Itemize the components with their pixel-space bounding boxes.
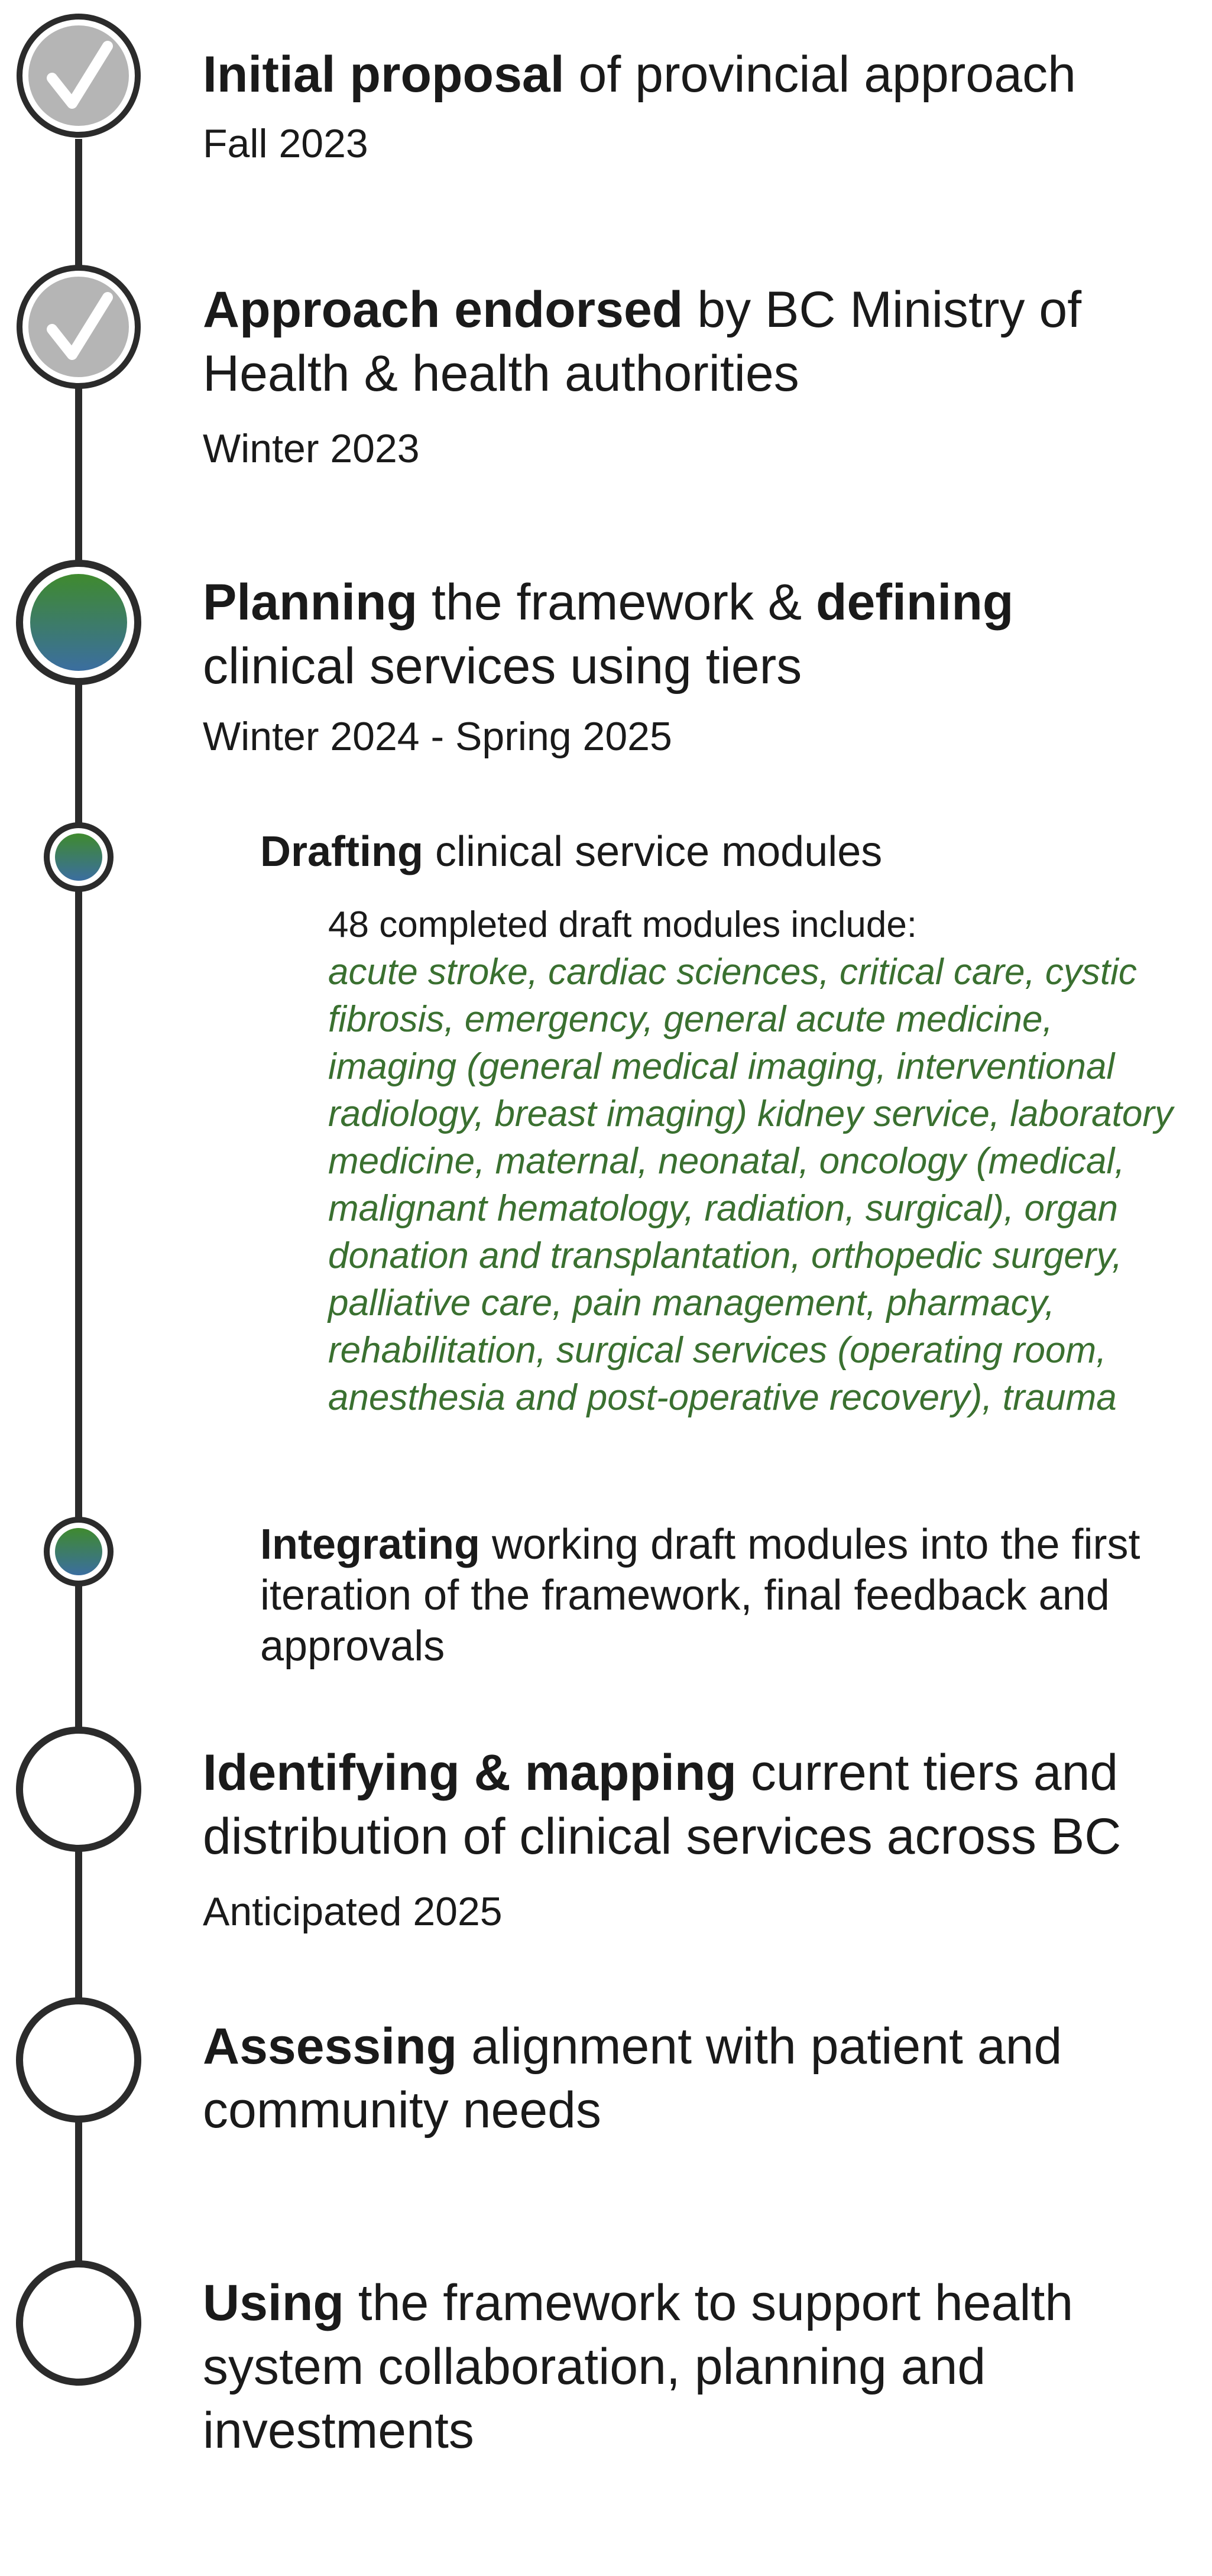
milestone-date: Anticipated 2025 bbox=[203, 1889, 503, 1934]
module-list bbox=[328, 901, 1179, 1422]
milestone-marker-current bbox=[20, 563, 138, 682]
milestone-title bbox=[203, 2271, 1149, 2463]
milestone-title-bold: Approach endorsed bbox=[203, 281, 683, 338]
milestone-marker-upcoming bbox=[20, 2001, 138, 2119]
sub-milestone-title bbox=[260, 825, 1194, 879]
milestone-title-bold: Assessing bbox=[203, 2018, 458, 2075]
milestone-title bbox=[203, 43, 1196, 106]
milestone-title-bold: Using bbox=[203, 2275, 344, 2331]
milestone-title-rest: alignment with patient and community needs bbox=[203, 2018, 1062, 2139]
milestone-title-rest: the framework & bbox=[417, 574, 816, 631]
sub-milestone-title-rest: working draft modules into the first iteration of the framework, final feedback and approvals bbox=[260, 1521, 1140, 1670]
module-list-items: acute stroke, cardiac sciences, critical care, cystic fibrosis, emergency, general acute medicine, imaging (general medical imaging, interventional radiology, breast imaging) kidney service, laboratory medicine, maternal, neonatal, oncology (medical, malignant hematology, radiation, surgical), organ donation and transplantation, orthopedic surgery, palliative care, pain management, pharmacy, rehabilitation, surgical services (operating room, anesthesia and post-operative recovery), trauma bbox=[328, 952, 1173, 1418]
milestone-title-bold: Planning bbox=[203, 574, 418, 631]
milestone-title-bold-2: defining bbox=[816, 574, 1014, 631]
sub-milestone-marker bbox=[47, 825, 111, 889]
milestone-title bbox=[203, 1741, 1172, 1868]
milestone-using-framework bbox=[203, 2271, 1149, 2463]
milestone-assessing bbox=[203, 2014, 1137, 2142]
milestone-title bbox=[203, 2014, 1137, 2142]
milestone-marker-complete bbox=[20, 17, 138, 135]
milestone-title-rest: of provincial approach bbox=[564, 46, 1076, 103]
sub-milestone-marker bbox=[47, 1520, 111, 1584]
milestone-title bbox=[203, 570, 1125, 698]
milestone-marker-upcoming bbox=[20, 2264, 138, 2382]
sub-milestone-title-bold: Integrating bbox=[260, 1521, 480, 1568]
milestone-title-rest-2: clinical services using tiers bbox=[203, 638, 802, 695]
milestone-identifying-mapping bbox=[203, 1741, 1172, 1937]
sub-milestone-title-bold: Drafting bbox=[260, 828, 423, 875]
milestone-marker-upcoming bbox=[20, 1730, 138, 1848]
milestone-date: Winter 2023 bbox=[203, 426, 420, 471]
milestone-title-bold: Initial proposal bbox=[203, 46, 565, 103]
milestone-title-rest: the framework to support health system collaboration, planning and investments bbox=[203, 2275, 1074, 2459]
sub-milestone-integrating bbox=[260, 1519, 1182, 1672]
sub-milestone-title bbox=[260, 1519, 1182, 1672]
milestone-date: Fall 2023 bbox=[203, 121, 368, 166]
sub-milestone-title-rest: clinical service modules bbox=[423, 828, 883, 875]
milestone-title bbox=[203, 278, 1125, 405]
milestone-title-rest: by BC Ministry of Health & health authorities bbox=[203, 281, 1082, 402]
milestone-title-rest: current tiers and distribution of clinical services across BC bbox=[203, 1744, 1122, 1865]
milestone-initial-proposal bbox=[203, 43, 1196, 169]
milestone-planning bbox=[203, 570, 1125, 762]
milestone-date: Winter 2024 - Spring 2025 bbox=[203, 714, 672, 759]
milestone-marker-complete bbox=[20, 268, 138, 386]
milestone-title-bold: Identifying & mapping bbox=[203, 1744, 737, 1801]
module-list-intro: 48 completed draft modules include: bbox=[328, 904, 918, 945]
milestone-approach-endorsed bbox=[203, 278, 1125, 474]
sub-milestone-drafting bbox=[260, 825, 1194, 1422]
